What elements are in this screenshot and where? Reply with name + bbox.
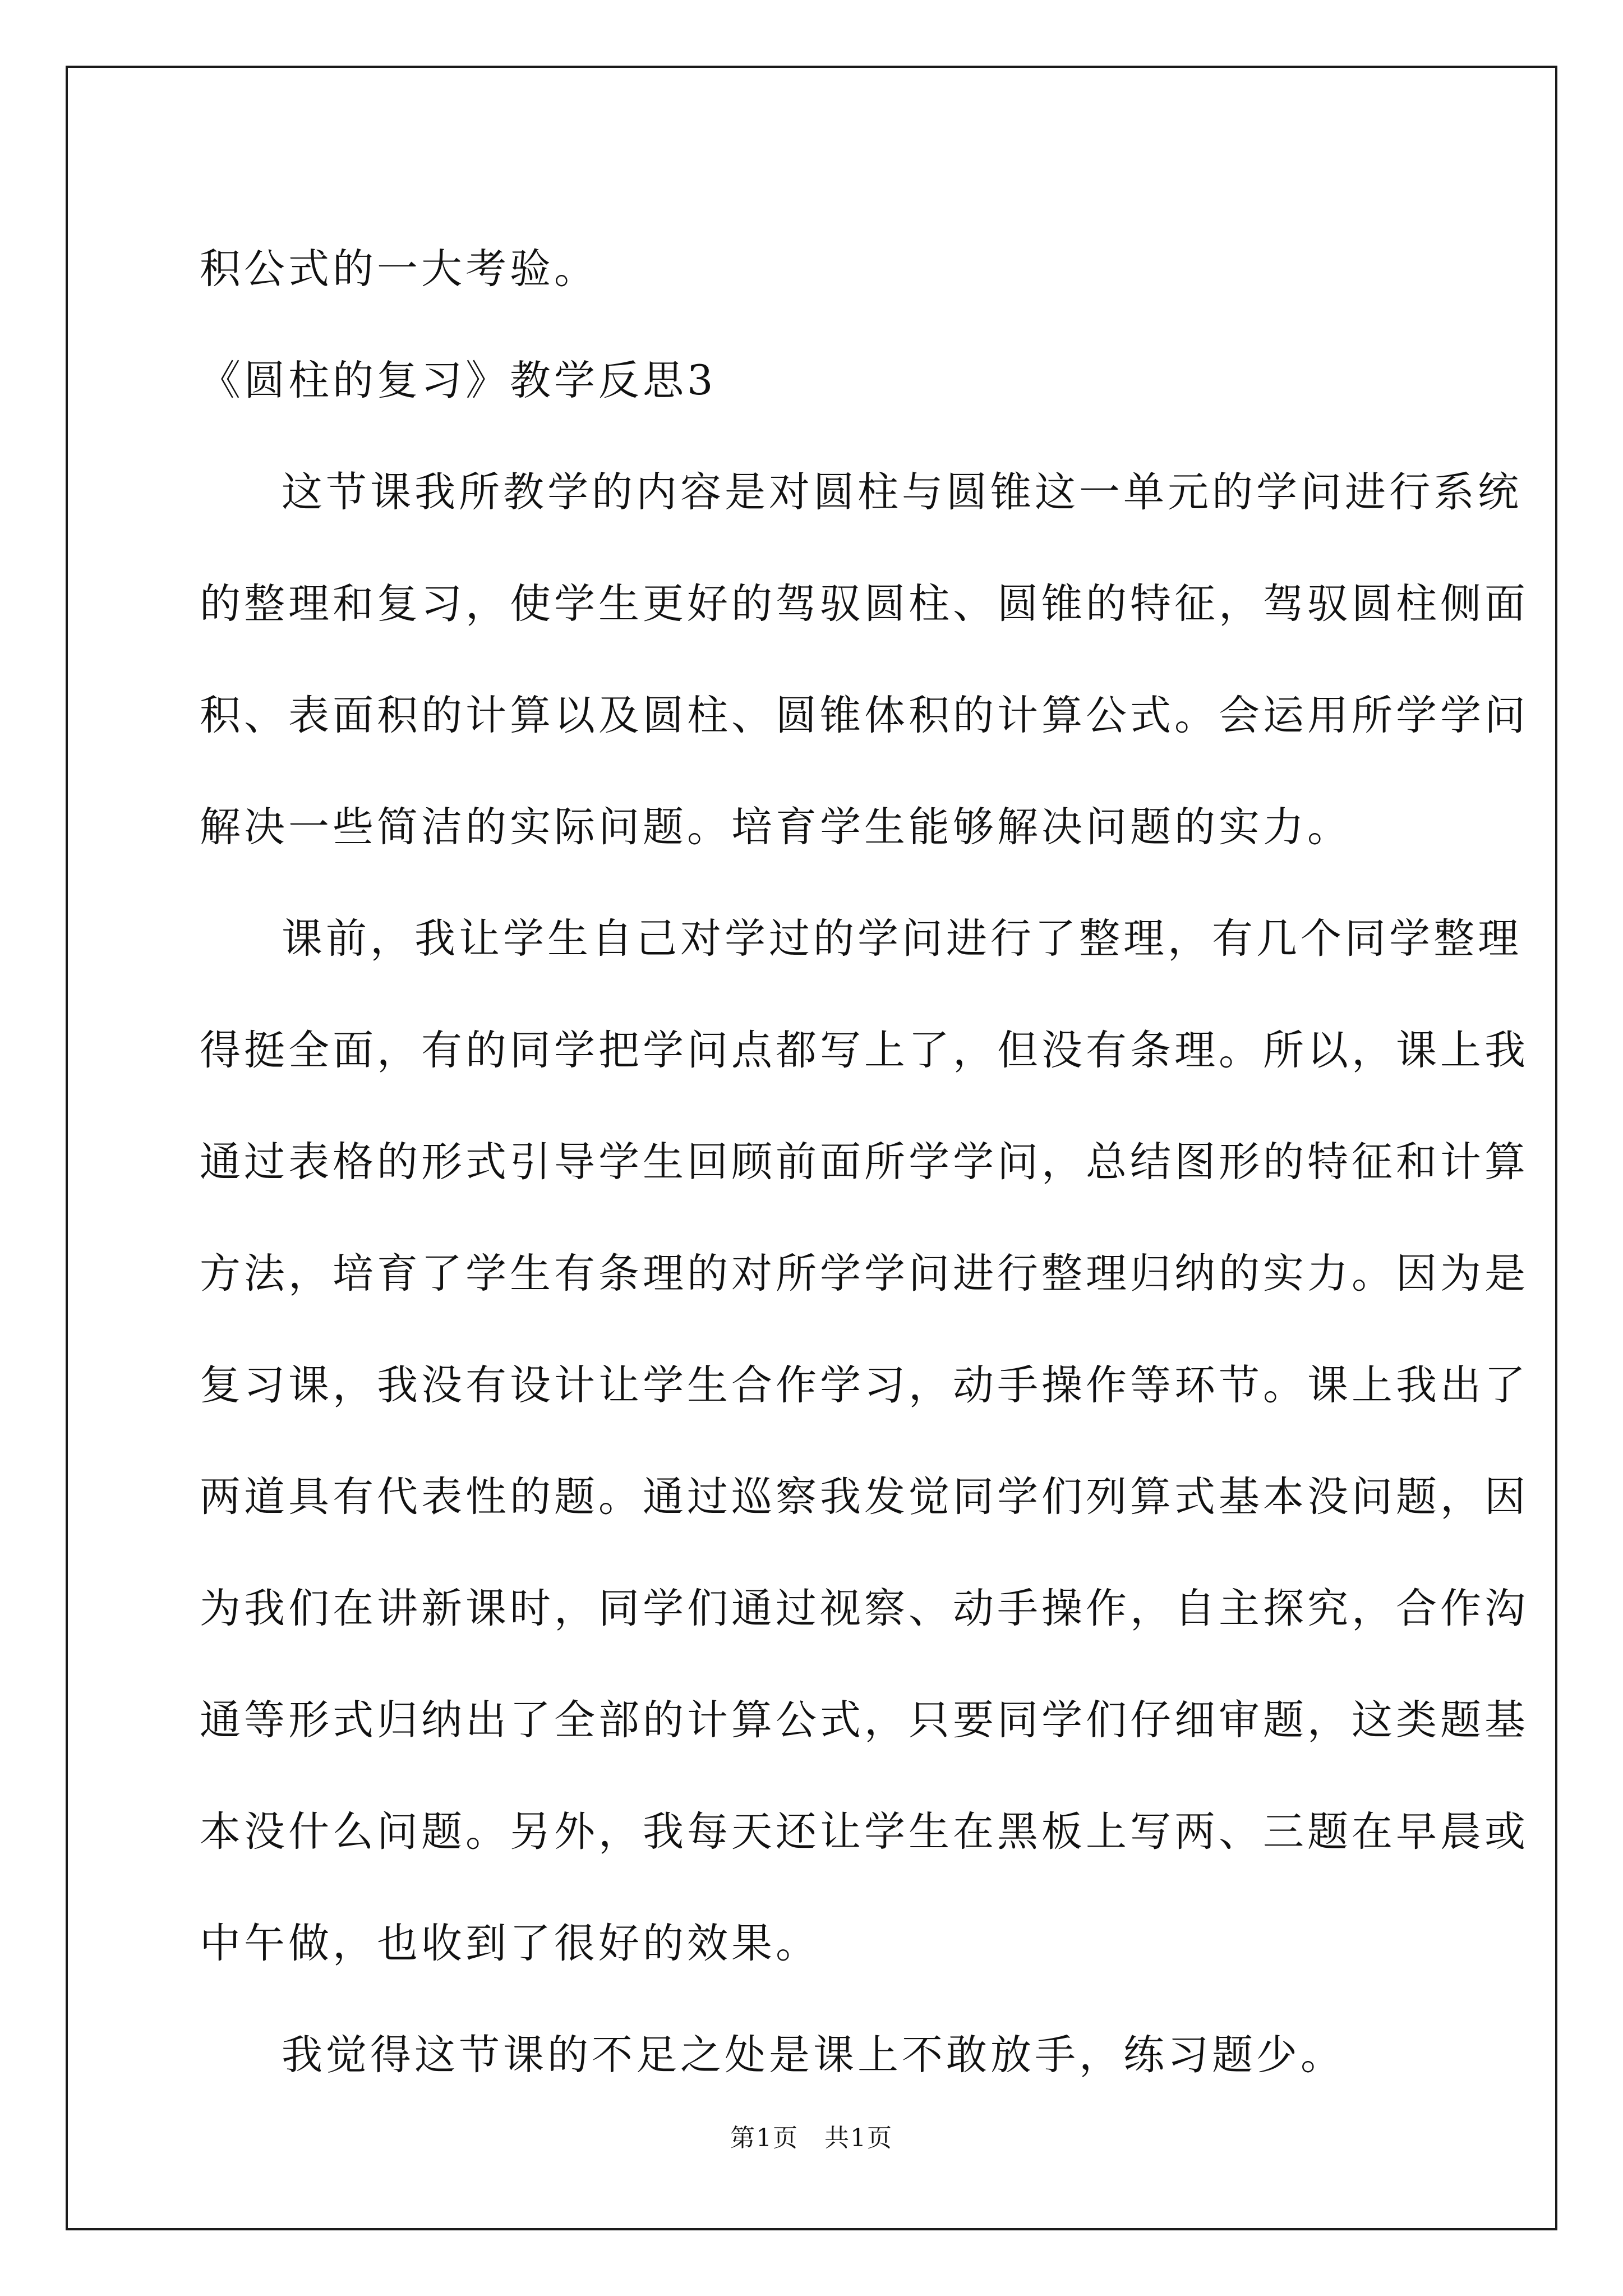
- paragraph-2-line-2: 得挺全面，有的同学把学问点都写上了，但没有条理。所以，课上我: [200, 1027, 1529, 1074]
- paragraph-2-line-8: 通等形式归纳出了全部的计算公式，只要同学们仔细审题，这类题基: [200, 1696, 1529, 1744]
- paragraph-2-line-1: 课前，我让学生自己对学过的学问进行了整理，有几个同学整理: [282, 915, 1522, 963]
- paragraph-3-line-1: 我觉得这节课的不足之处是课上不敢放手，练习题少。: [282, 2031, 1345, 2079]
- paragraph-2-line-10: 中午做，也收到了很好的效果。: [200, 1920, 820, 1967]
- paragraph-2-line-6: 两道具有代表性的题。通过巡察我发觉同学们列算式基本没问题，因: [200, 1473, 1529, 1521]
- paragraph-1-line-1: 这节课我所教学的内容是对圆柱与圆锥这一单元的学问进行系统: [282, 468, 1522, 516]
- section-heading: 《圆柱的复习》教学反思3: [200, 357, 717, 404]
- paragraph-2-line-9: 本没什么问题。另外，我每天还让学生在黑板上写两、三题在早晨或: [200, 1808, 1529, 1856]
- paragraph-2-line-4: 方法，培育了学生有条理的对所学学问进行整理归纳的实力。因为是: [200, 1250, 1529, 1297]
- paragraph-2-line-5: 复习课，我没有设计让学生合作学习，动手操作等环节。课上我出了: [200, 1361, 1529, 1409]
- page-footer: 第1页 共1页: [730, 2124, 893, 2152]
- document-body: [200, 213, 1529, 2111]
- text-line-continuation: 积公式的一大考验。: [200, 245, 598, 293]
- paragraph-1-line-2: 的整理和复习，使学生更好的驾驭圆柱、圆锥的特征，驾驭圆柱侧面: [200, 580, 1529, 628]
- paragraph-2-line-3: 通过表格的形式引导学生回顾前面所学学问，总结图形的特征和计算: [200, 1138, 1529, 1186]
- paragraph-1-line-3: 积、表面积的计算以及圆柱、圆锥体积的计算公式。会运用所学学问: [200, 692, 1529, 739]
- paragraph-2-line-7: 为我们在讲新课时，同学们通过视察、动手操作，自主探究，合作沟: [200, 1585, 1529, 1632]
- paragraph-1-line-4: 解决一些简洁的实际问题。培育学生能够解决问题的实力。: [200, 803, 1352, 851]
